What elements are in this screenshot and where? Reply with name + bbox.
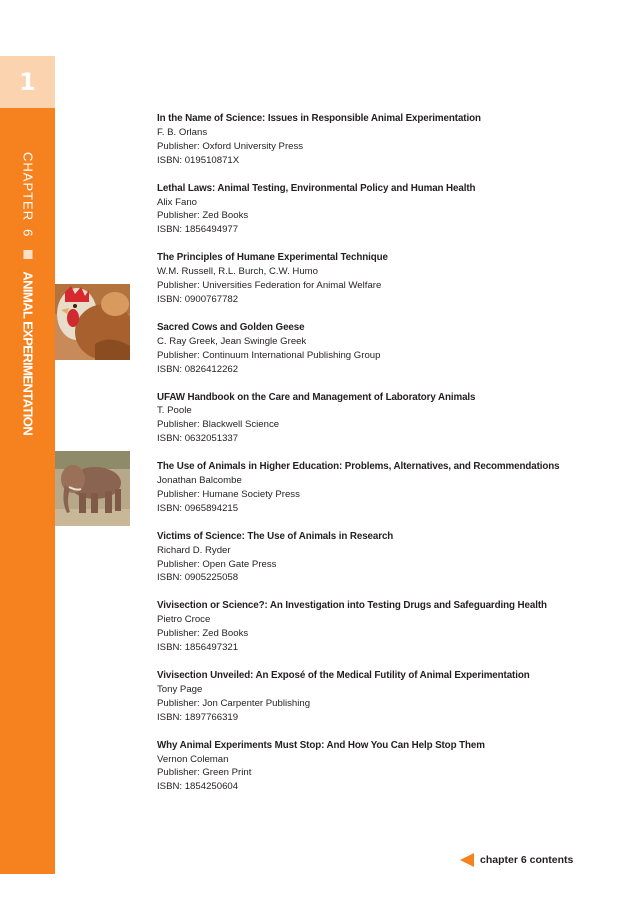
book-publisher: Publisher: Zed Books	[157, 210, 249, 222]
book-publisher: Publisher: Open Gate Press	[157, 558, 277, 570]
bibliography-entry	[157, 530, 587, 586]
book-author: Alix Fano	[157, 196, 197, 208]
bibliography-entry	[157, 599, 587, 655]
bibliography-entry	[157, 669, 587, 725]
book-title: The Principles of Humane Experimental Technique	[157, 252, 388, 264]
book-author: Pietro Croce	[157, 614, 211, 626]
book-isbn: ISBN: 1854250604	[157, 781, 239, 793]
book-publisher: Publisher: Jon Carpenter Publishing	[157, 697, 311, 709]
rooster-photo	[55, 284, 130, 360]
book-author: Vernon Coleman	[157, 753, 229, 765]
book-publisher: Publisher: Universities Federation for Animal Welfare	[157, 280, 382, 292]
book-publisher: Publisher: Green Print	[157, 767, 252, 779]
book-title: Victims of Science: The Use of Animals in Research	[157, 530, 394, 542]
book-isbn: ISBN: 0632051337	[157, 433, 239, 445]
book-publisher: Publisher: Continuum International Publishing Group	[157, 349, 381, 361]
book-title: Vivisection Unveiled: An Exposé of the Medical Futility of Animal Experimentation	[157, 670, 530, 681]
book-title: Vivisection or Science?: An Investigation into Testing Drugs and Safeguarding Health	[157, 600, 547, 612]
book-publisher: Publisher: Oxford University Press	[157, 140, 304, 152]
book-title: Lethal Laws: Animal Testing, Environmental Policy and Human Health	[157, 182, 476, 194]
book-isbn: ISBN: 1856497321	[157, 642, 239, 654]
book-title: Sacred Cows and Golden Geese	[157, 321, 305, 333]
book-author: Jonathan Balcombe	[157, 475, 242, 487]
bibliography-entry	[157, 321, 587, 377]
book-author: C. Ray Greek, Jean Swingle Greek	[157, 335, 307, 347]
book-title: The Use of Animals in Higher Education: Problems, Alternatives, and Recommendations	[157, 461, 560, 473]
book-isbn: ISBN: 0826412262	[157, 363, 239, 375]
book-isbn: ISBN: 0905225058	[157, 572, 239, 584]
book-isbn: ISBN: 1856494977	[157, 224, 239, 236]
book-author: F. B. Orlans	[157, 126, 208, 138]
book-publisher: Publisher: Zed Books	[157, 628, 249, 640]
book-author: Richard D. Ryder	[157, 544, 231, 556]
book-author: W.M. Russell, R.L. Burch, C.W. Humo	[157, 266, 318, 278]
book-title: In the Name of Science: Issues in Responsible Animal Experimentation	[157, 113, 481, 124]
left-arrow-icon[interactable]	[460, 853, 474, 867]
chapter-number: 1	[19, 68, 36, 96]
square-bullet-icon	[24, 250, 33, 259]
bibliography-entry	[157, 460, 587, 516]
book-author: Tony Page	[157, 683, 203, 695]
section-title: ANIMAL EXPERIMENTATION	[20, 271, 36, 436]
book-title: UFAW Handbook on the Care and Management of Laboratory Animals	[157, 391, 476, 403]
bibliography-entry	[157, 112, 587, 168]
book-isbn: ISBN: 019510871X	[157, 154, 240, 166]
chapter-contents-label[interactable]: chapter 6 contents	[480, 854, 574, 866]
elephant-photo	[55, 451, 130, 526]
book-isbn: ISBN: 0900767782	[157, 293, 239, 305]
book-title: Why Animal Experiments Must Stop: And How You Can Help Stop Them	[157, 739, 485, 751]
bibliography-entry	[157, 251, 587, 307]
book-publisher: Publisher: Blackwell Science	[157, 419, 280, 431]
bibliography-list	[157, 112, 587, 808]
bibliography-entry	[157, 739, 587, 795]
bibliography-entry	[157, 182, 587, 238]
bibliography-entry	[157, 391, 587, 447]
book-author: T. Poole	[157, 405, 192, 417]
chapter-word: CHAPTER	[20, 152, 36, 222]
chapter-index: 6	[20, 229, 36, 237]
chapter-contents-link[interactable]	[460, 852, 573, 868]
chapter-number-tab	[0, 56, 55, 108]
book-isbn: ISBN: 0965894215	[157, 502, 239, 514]
book-publisher: Publisher: Humane Society Press	[157, 488, 300, 500]
sidebar-vertical-label	[21, 152, 36, 435]
book-isbn: ISBN: 1897766319	[157, 711, 239, 723]
